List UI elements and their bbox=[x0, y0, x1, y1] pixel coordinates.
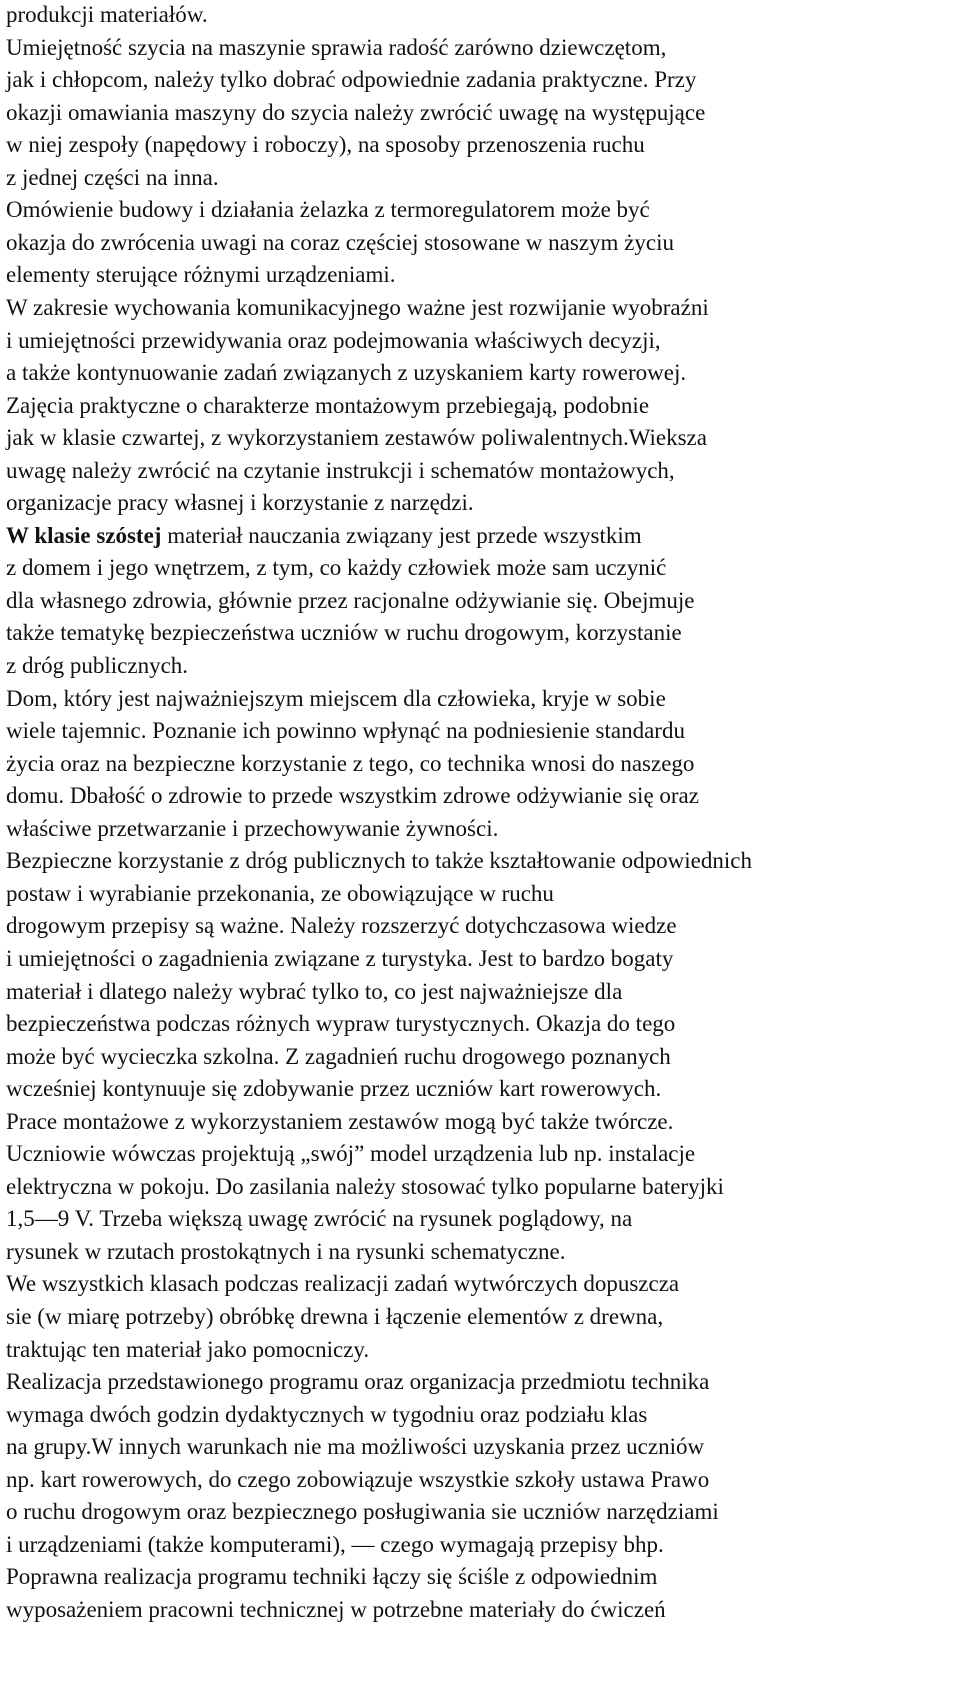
text-line bbox=[6, 163, 219, 193]
text-line bbox=[6, 1432, 704, 1462]
text-line bbox=[6, 879, 554, 909]
text-run: jak w klasie czwartej, z wykorzystaniem zestawów poliwalentnych.Wieksza bbox=[6, 425, 707, 451]
text-line bbox=[6, 1530, 664, 1560]
text-line bbox=[6, 1367, 709, 1397]
text-run: wiele tajemnic. Poznanie ich powinno wpłynąć na podniesienie standardu bbox=[6, 718, 685, 744]
text-line bbox=[6, 488, 474, 518]
text-line bbox=[6, 716, 685, 746]
text-line bbox=[6, 358, 686, 388]
text-run: sie (w miarę potrzeby) obróbkę drewna i łączenie elementów z drewna, bbox=[6, 1304, 664, 1329]
text-run: 1,5—9 V. Trzeba większą uwagę zwrócić na rysunek poglądowy, na bbox=[6, 1206, 633, 1232]
text-line bbox=[6, 911, 677, 941]
text-line bbox=[6, 1335, 369, 1365]
text-line bbox=[6, 814, 498, 844]
text-run: i umiejętności o zagadnienia związane z turystyka. Jest to bardzo bogaty bbox=[6, 945, 674, 971]
text-line bbox=[6, 1562, 657, 1592]
text-run: organizacje pracy własnej i korzystanie z narzędzi. bbox=[6, 490, 474, 516]
text-run: elementy sterujące różnymi urządzeniami. bbox=[6, 262, 396, 288]
text-run: jak i chłopcom, należy tylko dobrać odpowiednie zadania praktyczne. Przy bbox=[6, 67, 697, 93]
text-line bbox=[6, 651, 188, 681]
text-line bbox=[6, 749, 694, 779]
text-run: i umiejętności przewidywania oraz podejmowania właściwych decyzji, bbox=[6, 327, 661, 353]
text-line bbox=[6, 684, 666, 714]
text-line bbox=[6, 391, 649, 421]
text-run: Umiejętność szycia na maszynie sprawia radość zarówno dziewczętom, bbox=[6, 34, 667, 60]
text-line bbox=[6, 65, 696, 95]
text-line bbox=[6, 1237, 566, 1267]
text-line bbox=[6, 195, 650, 225]
text-run: w niej zespoły (napędowy i roboczy), na sposoby przenoszenia ruchu bbox=[6, 132, 645, 158]
text-line bbox=[6, 1400, 647, 1430]
text-run: Uczniowie wówczas projektują „swój” model urządzenia lub np. instalacje bbox=[6, 1141, 696, 1167]
text-line bbox=[6, 1009, 675, 1039]
text-line bbox=[6, 98, 705, 128]
text-run: W zakresie wychowania komunikacyjnego ważne jest rozwijanie wyobraźni bbox=[6, 294, 709, 320]
text-run: materiał i dlatego należy wybrać tylko to, co jest najważniejsze dla bbox=[6, 978, 623, 1004]
text-line bbox=[6, 553, 666, 583]
text-line bbox=[6, 228, 674, 258]
text-line bbox=[6, 1204, 632, 1234]
text-run: elektryczna w pokoju. Do zasilania należy stosować tylko popularne bateryjki bbox=[6, 1173, 724, 1199]
text-line bbox=[6, 1497, 719, 1527]
text-line bbox=[6, 456, 675, 486]
text-run: dla własnego zdrowia, głównie przez racjonalne odżywianie się. Obejmuje bbox=[6, 587, 695, 613]
text-run: na grupy.W innych warunkach nie ma możliwości uzyskania przez uczniów bbox=[6, 1434, 705, 1460]
text-run: życia oraz na bezpieczne korzystanie z tego, co technika wnosi do naszego bbox=[6, 750, 695, 776]
text-run: uwagę należy zwrócić na czytanie instrukcji i schematów montażowych, bbox=[6, 457, 675, 483]
text-run: domu. Dbałość o zdrowie to przede wszystkim zdrowe odżywianie się oraz bbox=[6, 783, 699, 809]
text-line bbox=[6, 586, 694, 616]
text-run: także tematykę bezpieczeństwa uczniów w ruchu drogowym, korzystanie bbox=[6, 620, 682, 646]
text-run: Realizacja przedstawionego programu oraz organizacja przedmiotu technika bbox=[6, 1369, 710, 1395]
text-run: a także kontynuowanie zadań związanych z uzyskaniem karty rowerowej. bbox=[6, 360, 687, 386]
text-run: Bezpieczne korzystanie z dróg publicznych to także kształtowanie odpowiednich bbox=[6, 848, 752, 874]
text-run: wymaga dwóch godzin dydaktycznych w tygodniu oraz podziału klas bbox=[6, 1401, 648, 1427]
text-line bbox=[6, 293, 709, 323]
text-line bbox=[6, 618, 682, 648]
text-run: okazja do zwrócenia uwagi na coraz częściej stosowane w naszym życiu bbox=[6, 229, 674, 255]
text-line bbox=[6, 0, 208, 30]
text-run: o ruchu drogowym oraz bezpiecznego posługiwania sie uczniów narzędziami bbox=[6, 1499, 719, 1525]
text-line bbox=[6, 781, 699, 811]
text-line bbox=[6, 423, 707, 453]
text-run: Zajęcia praktyczne o charakterze montażowym przebiegają, podobnie bbox=[6, 392, 650, 418]
text-run: wyposażeniem pracowni technicznej w potrzebne materiały do ćwiczeń bbox=[6, 1596, 666, 1622]
text-line bbox=[6, 130, 645, 160]
text-line bbox=[6, 521, 642, 551]
bold-phrase: W klasie szóstej bbox=[6, 522, 162, 548]
text-line bbox=[6, 1269, 679, 1299]
text-line bbox=[6, 1595, 666, 1625]
text-run: może być wycieczka szkolna. Z zagadnień ruchu drogowego poznanych bbox=[6, 1043, 671, 1069]
text-run: okazji omawiania maszyny do szycia należy zwrócić uwagę na występujące bbox=[6, 99, 706, 125]
text-line bbox=[6, 1074, 661, 1104]
text-run: wcześniej kontynuuje się zdobywanie przez uczniów kart rowerowych. bbox=[6, 1076, 662, 1102]
text-run: Prace montażowe z wykorzystaniem zestawów mogą być także twórcze. bbox=[6, 1108, 674, 1134]
text-run: traktując ten materiał jako pomocniczy. bbox=[6, 1336, 370, 1362]
text-line bbox=[6, 944, 673, 974]
text-line bbox=[6, 1302, 663, 1332]
text-run: Omówienie budowy i działania żelazka z termoregulatorem może być bbox=[6, 197, 650, 223]
text-run: z domem i jego wnętrzem, z tym, co każdy człowiek może sam uczynić bbox=[6, 555, 667, 581]
text-line bbox=[6, 1465, 709, 1495]
text-line bbox=[6, 1172, 724, 1202]
text-line bbox=[6, 33, 666, 63]
text-line bbox=[6, 326, 661, 356]
text-line bbox=[6, 1107, 673, 1137]
text-run: np. kart rowerowych, do czego zobowiązuje wszystkie szkoły ustawa Prawo bbox=[6, 1466, 710, 1492]
text-run: materiał nauczania związany jest przede wszystkim bbox=[161, 522, 642, 548]
text-run: rysunek w rzutach prostokątnych i na rysunki schematyczne. bbox=[6, 1238, 566, 1264]
text-run: bezpieczeństwa podczas różnych wypraw turystycznych. Okazja do tego bbox=[6, 1011, 676, 1037]
text-run: z jednej części na inna. bbox=[6, 164, 219, 190]
text-run: z dróg publicznych. bbox=[6, 653, 189, 678]
text-line bbox=[6, 846, 752, 876]
text-line bbox=[6, 260, 396, 290]
text-run: postaw i wyrabianie przekonania, ze obowiązujące w ruchu bbox=[6, 880, 554, 906]
text-run: Dom, który jest najważniejszym miejscem dla człowieka, kryje w sobie bbox=[6, 685, 666, 711]
text-line bbox=[6, 977, 622, 1007]
text-run: i urządzeniami (także komputerami), — czego wymagają przepisy bhp. bbox=[6, 1531, 664, 1557]
text-run: właściwe przetwarzanie i przechowywanie żywności. bbox=[6, 815, 499, 841]
text-run: Poprawna realizacja programu techniki łączy się ściśle z odpowiednim bbox=[6, 1564, 658, 1590]
text-run: We wszystkich klasach podczas realizacji zadań wytwórczych dopuszcza bbox=[6, 1271, 680, 1297]
text-line bbox=[6, 1139, 695, 1169]
text-run: produkcji materiałów. bbox=[6, 2, 208, 27]
text-run: drogowym przepisy są ważne. Należy rozszerzyć dotychczasowa wiedze bbox=[6, 913, 677, 939]
text-line bbox=[6, 1042, 671, 1072]
